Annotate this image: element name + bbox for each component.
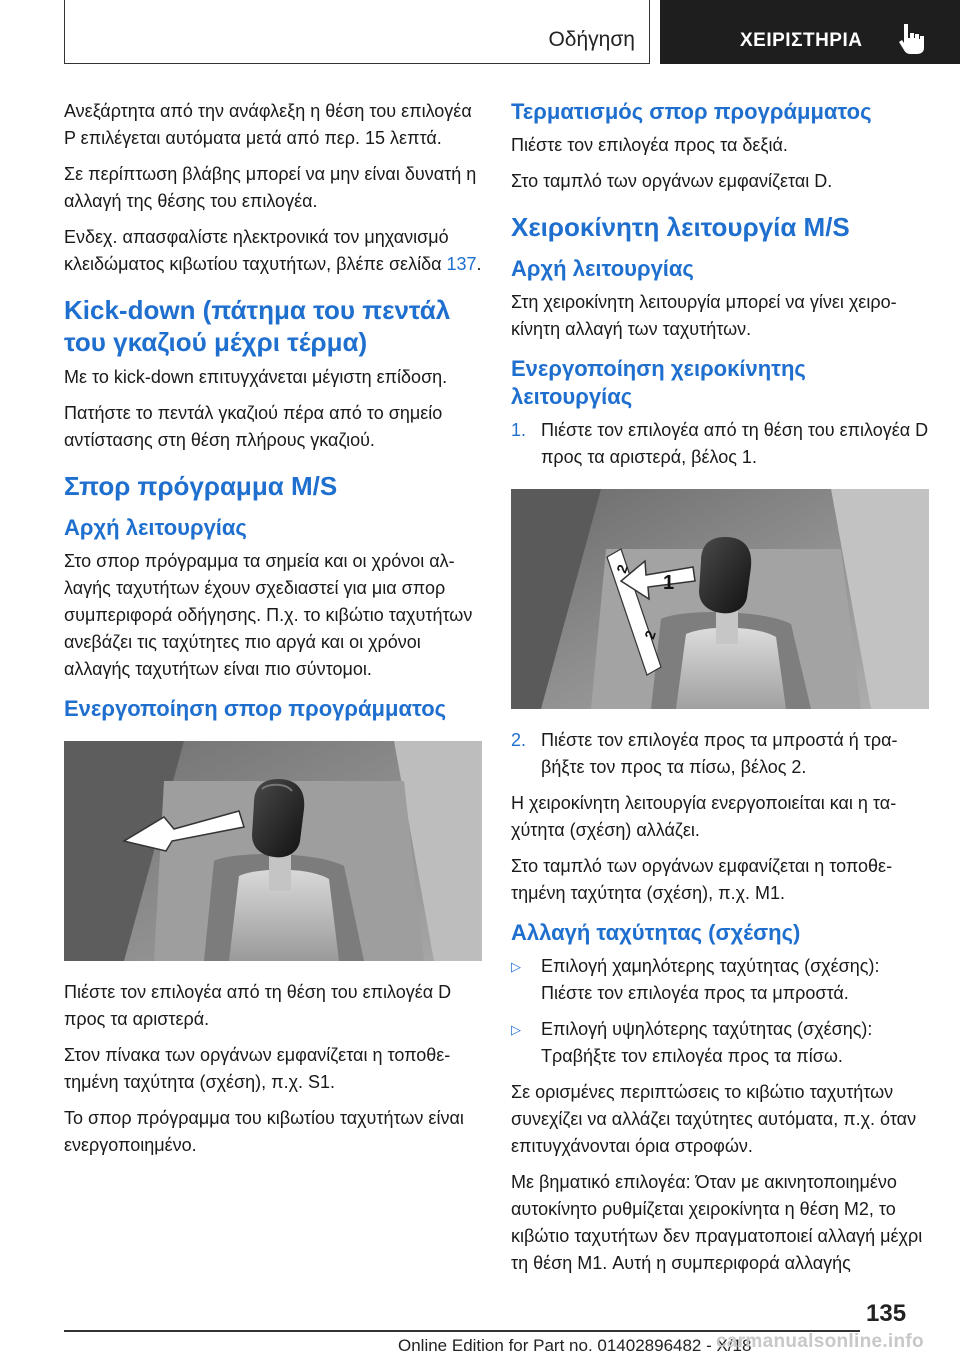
paragraph-unlock-end: . <box>476 254 482 274</box>
footer-edition: Online Edition for Part no. 01402896482 - X/18 <box>398 1336 752 1355</box>
heading-terminate-sport: Τερματισμός σπορ προγράμματος <box>511 99 872 124</box>
step-2-text: Πιέστε τον επιλογέα προς τα μπροστά ή τραβήξτε τον προς τα πίσω, βέλος 2. <box>541 730 898 777</box>
paragraph-sport-principle: Στο σπορ πρόγραμμα τα σημεία και οι χρόνοι αλλαγής ταχυτήτων έχουν σχεδιαστεί για μια σπορ συμπεριφορά οδήγησης. Π.χ. το κιβώτιο ταχυτήτων ανεβάζει τις ταχύτητες πιο αργά και οι χρόνοι αλλαγής ταχυτήτων είναι πιο σύντομοι. <box>64 551 473 679</box>
step-2-number: 2. <box>511 730 527 750</box>
triangle-right-icon: ▷ <box>511 959 521 974</box>
paragraph-terminate-2: Στο ταμπλό των οργάνων εμφανίζεται D. <box>511 171 833 191</box>
paragraph-kickdown-2: Πατήστε το πεντάλ γκαζιού πέρα από το σημείο αντίστασης στη θέση πλήρους γκαζιού. <box>64 403 443 450</box>
bullet-upshift-text: Επιλογή υψηλότερης ταχύτητας (σχέσης): Τραβήξτε τον επιλογέα προς τα πίσω. <box>541 1019 873 1066</box>
heading-activate-sport: Ενεργοποίηση σπορ προγράμματος <box>64 696 447 721</box>
paragraph-manual-principle: Στη χειροκίνητη λειτουργία μπορεί να γίνει χειροκίνητη αλλαγή των ταχυτήτων. <box>511 292 897 339</box>
heading-sport-program: Σπορ πρόγραμμα M/S <box>64 471 338 501</box>
heading-kickdown: Kick-down (πάτημα του πεντάλ του γκαζιού μέχρι τέρμα) <box>64 295 451 357</box>
photo-arrow-2-bottom: 2 <box>641 628 659 642</box>
step-1-number: 1. <box>511 420 527 440</box>
page-number: 135 <box>866 1300 907 1327</box>
photo-arrow-2-top: 2 <box>613 562 631 576</box>
heading-manual-mode: Χειροκίνητη λειτουργία M/S <box>511 212 850 242</box>
triangle-right-icon: ▷ <box>511 1022 521 1037</box>
footer-watermark: carmanualsonline.info <box>716 1331 924 1352</box>
paragraph-terminate-1: Πιέστε τον επιλογέα προς τα δεξιά. <box>511 135 788 155</box>
paragraph-auto-shift: Σε ορισμένες περιπτώσεις το κιβώτιο ταχυτήτων συνεχίζει να αλλάζει ταχύτητες αυτόματα, π.χ. όταν επιτυγχάνονται όρια στροφών. <box>511 1082 917 1156</box>
paragraph-unlock-text: Ενδεχ. απασφαλίστε ηλεκτρονικά τον μηχανισμό κλειδώματος κιβωτίου ταχυτήτων, βλέπε σελίδα <box>64 227 449 274</box>
left-column <box>64 98 482 1168</box>
header-section-box <box>64 0 650 64</box>
hand-pointer-icon <box>896 22 928 56</box>
header-chapter-title: ΧΕΙΡΙΣΤΗΡΙΑ <box>740 30 863 51</box>
step-2 <box>511 727 929 781</box>
right-column <box>511 98 929 1286</box>
bullet-downshift-text: Επιλογή χαμηλότερης ταχύτητας (σχέσης): Πιέστε τον επιλογέα προς τα μπροστά. <box>541 956 880 1003</box>
paragraph-activate-sport-2: Στον πίνακα των οργάνων εμφανίζεται η τοποθετημένη ταχύτητα (σχέση), π.χ. S1. <box>64 1045 451 1092</box>
paragraph-activate-sport-1: Πιέστε τον επιλογέα από τη θέση του επιλογέα D προς τα αριστερά. <box>64 982 452 1029</box>
paragraph-activate-sport-3: Το σπορ πρόγραμμα του κιβωτίου ταχυτήτων είναι ενεργοποιημένο. <box>64 1108 464 1155</box>
paragraph-malfunction: Σε περίπτωση βλάβης μπορεί να μην είναι δυνατή η αλλαγή της θέσης του επιλογέα. <box>64 164 477 211</box>
paragraph-unlock <box>64 224 482 278</box>
paragraph-park-auto: Ανεξάρτητα από την ανάφλεξη η θέση του επιλογέα P επιλέγεται αυτόματα μετά από περ. 15 λεπτά. <box>64 101 472 148</box>
gear-selector-left-photo <box>64 741 482 961</box>
heading-principle-manual: Αρχή λειτουργίας <box>511 256 694 281</box>
page-reference-link[interactable]: 137 <box>446 254 477 274</box>
header-chapter-tab <box>660 0 960 64</box>
header-section-title: Οδήγηση <box>548 28 635 51</box>
gear-selector-manual-photo <box>511 489 929 709</box>
heading-principle-sport: Αρχή λειτουργίας <box>64 515 247 540</box>
step-1-text: Πιέστε τον επιλογέα από τη θέση του επιλογέα D προς τα αριστερά, βέλος 1. <box>541 420 929 467</box>
bullet-downshift <box>511 953 929 1007</box>
paragraph-manual-activated: Η χειροκίνητη λειτουργία ενεργοποιείται και η ταχύτητα (σχέση) αλλάζει. <box>511 793 897 840</box>
paragraph-stepped-selector: Με βηματικό επιλογέα: Όταν με ακινητοποιημένο αυτοκίνητο ρυθμίζεται χειροκίνητα η θέση M2, το κιβώτιο ταχυτήτων δεν πραγματοποιεί αλλαγή μέχρι τη θέση M1. Αυτή η συμπεριφορά αλλαγής <box>511 1172 923 1273</box>
bullet-upshift <box>511 1016 929 1070</box>
paragraph-manual-display: Στο ταμπλό των οργάνων εμφανίζεται η τοποθετημένη ταχύτητα (σχέση), π.χ. M1. <box>511 856 893 903</box>
heading-gear-change: Αλλαγή ταχύτητας (σχέσης) <box>511 920 801 945</box>
photo-arrow-1-label: 1 <box>663 572 675 594</box>
heading-activate-manual: Ενεργοποίηση χειροκίνητης λειτουργίας <box>511 356 806 409</box>
step-1 <box>511 417 929 471</box>
paragraph-kickdown-1: Με το kick-down επιτυγχάνεται μέγιστη επίδοση. <box>64 367 448 387</box>
